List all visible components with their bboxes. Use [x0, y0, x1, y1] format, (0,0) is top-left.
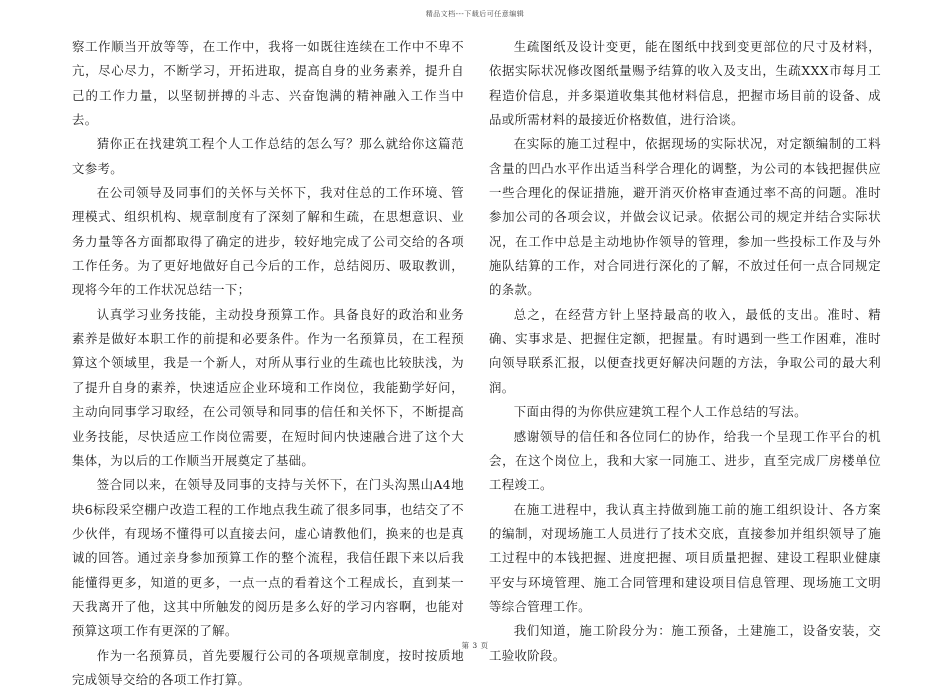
- paragraph: 我们知道，施工阶段分为：施工预备，土建施工，设备安装，交工验收阶段。: [489, 623, 881, 663]
- paragraph: 签合同以来，在领导及同事的支持与关怀下，在门头沟黑山A4地块6标段采空棚户改造工程的工作地点我生疏了很多同事，也结交了不少伙伴，有现场不懂得可以直接去问，虚心请教他们，换来的也是真诚的回答。通过亲身参加预算工作的整个流程，我信任跟下来以后我能懂得更多，知道的更多，一点一点的看着这个工程成长，直到某一天我离开了他，这其中所触发的阅历是多么好的学习内容啊，也能对预算这项工作有更深的了解。: [72, 477, 464, 639]
- paragraph: 作为一名预算员，首先要履行公司的各项规章制度，按时按质地完成领导交给的各项工作打算。: [72, 647, 464, 687]
- page-number: 第 3 页: [461, 641, 489, 650]
- left-text-column: [72, 35, 464, 692]
- paragraph: 认真学习业务技能，主动投身预算工作。具备良好的政治和业务素养是做好本职工作的前提和必要条件。作为一名预算员，在工程预算这个领域里，我是一个新人，对所从事行业的生疏也比较肤浅，为了提升自身的素养，快速适应企业环境和工作岗位，我能勤学好问，主动向同事学习取经，在公司领导和同事的信任和关怀下，不断提高业务技能，尽快适应工作岗位需要，在短时间内快速融合进了这个大集体，为以后的工作顺当开展奠定了基础。: [72, 306, 464, 468]
- paragraph: 在公司领导及同事们的关怀与关怀下，我对住总的工作环境、管理模式、组织机构、规章制度有了深刻了解和生疏，在思想意识、业务力量等各方面都取得了确定的进步，较好地完成了公司交给的各项工作任务。为了更好地做好自己今后的工作，总结阅历、吸取教训，现将今年的工作状况总结一下；: [72, 185, 464, 298]
- paragraph: 察工作顺当开放等等，在工作中，我将一如既往连续在工作中不卑不亢，尽心尽力，不断学习，开拓进取，提高自身的业务素养，提升自己的工作力量，以坚韧拼搏的斗志、兴奋饱满的精神融入工作当中去。: [72, 39, 464, 128]
- paragraph: 在实际的施工过程中，依据现场的实际状况，对定额编制的工料含量的凹凸水平作出适当科学合理化的调整，为公司的本钱把握供应一些合理化的保证措施，避开消灭价格审查通过率不高的问题。准时参加公司的各项会议，并做会议记录。依据公司的规定并结合实际状况，在工作中总是主动地协作领导的管理，参加一些投标工作及与外施队结算的工作，对合同进行深化的了解，不放过任何一点合同规定的条款。: [489, 136, 881, 298]
- paragraph: 在施工进程中，我认真主持做到施工前的施工组织设计、各方案的编制，对现场施工人员进行了技术交底，直接参加并组织领导了施工过程中的本钱把握、进度把握、项目质量把握、建设工程职业健康平安与环境管理、施工合同管理和建设项目信息管理、现场施工文明等综合管理工作。: [489, 501, 881, 614]
- right-text-column: [489, 35, 881, 668]
- page-header: 精品文档---下载后可任意编辑: [425, 10, 525, 18]
- paragraph: 总之，在经营方针上坚持最高的收入，最低的支出。准时、精确、实事求是、把握住定额，把握量。有时遇到一些工作困难，准时向领导联系汇报，以便查找更好解决问题的方法，争取公司的最大利润。: [489, 306, 881, 395]
- paragraph: 感谢领导的信任和各位同仁的协作，给我一个呈现工作平台的机会，在这个岗位上，我和大家一同施工、进步，直至完成厂房楼单位工程竣工。: [489, 428, 881, 493]
- paragraph: 生疏图纸及设计变更，能在图纸中找到变更部位的尺寸及材料，依据实际状况修改图纸量赐予结算的收入及支出，生疏XXX市每月工程造价信息，并多渠道收集其他材料信息，把握市场目前的设备、成品或所需材料的最接近价格数值，进行洽谈。: [489, 39, 881, 128]
- paragraph: 猜你正在找建筑工程个人工作总结的怎么写？那么就给你这篇范文参考。: [72, 136, 464, 176]
- paragraph: 下面由得的为你供应建筑工程个人工作总结的写法。: [513, 404, 807, 420]
